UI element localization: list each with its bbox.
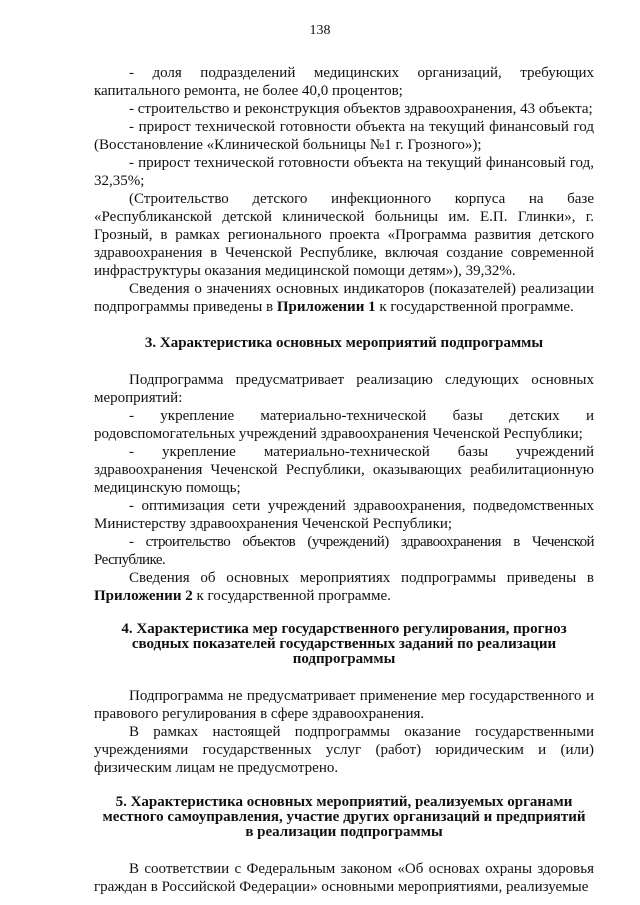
list-item: - прирост технической готовности объекта на текущий финансовый год, 32,35%; <box>94 155 594 189</box>
list-item: - строительство объектов (учреждений) здравоохранения в Чеченской Республике. <box>94 534 594 568</box>
note-text: к государственной программе. <box>192 588 391 604</box>
paragraph: Подпрограмма не предусматривает применение мер государственного и правового регулирования в сфере здравоохранения. <box>94 688 594 722</box>
list-item: - оптимизация сети учреждений здравоохранения, подведомственных Министерству здравоохранения Чеченской Республики; <box>94 498 594 532</box>
list-item: - строительство и реконструкция объектов здравоохранения, 43 объекта; <box>129 101 593 117</box>
list-item: (Строительство детского инфекционного корпуса на базе «Республиканской детской клинической больницы им. Е.П. Глинки», г. Грозный, в рамках регионального проекта «Программа развития детского здравоохранения в Чеченской Республике, включая создание современной инфраструктуры оказания медицинской помощи детям»), 39,32%. <box>94 191 594 279</box>
paragraph: В соответствии с Федеральным законом «Об основах охраны здоровья граждан в Российской Федерации» основными мероприятиями, реализуемые <box>94 861 594 895</box>
note-text: Сведения о значениях основных индикаторов (показателей) реализации подпрограммы приведены в <box>94 281 594 315</box>
note-text: Сведения об основных мероприятиях подпрограммы приведены в <box>129 570 594 586</box>
page-content <box>94 64 594 896</box>
note-text: к государственной программе. <box>375 299 574 315</box>
section-heading: 4. Характеристика мер государственного регулирования, прогноз сводных показателей государственных заданий по реализации подпрограммы <box>121 621 567 667</box>
activities-note <box>94 569 594 605</box>
page-number: 138 <box>309 23 331 38</box>
paragraph: Подпрограмма предусматривает реализацию следующих основных мероприятий: <box>94 372 594 406</box>
appendix-ref: Приложении 2 <box>94 588 193 604</box>
list-item: - укрепление материально-технической базы детских и родовспомогательных учреждений здравоохранения Чеченской Республики; <box>94 408 594 442</box>
appendix-ref: Приложении 1 <box>276 299 376 315</box>
list-item: - укрепление материально-технической базы учреждений здравоохранения Чеченской Республики, оказывающих реабилитационную медицинскую помощь; <box>94 444 594 496</box>
list-item: - прирост технической готовности объекта на текущий финансовый год (Восстановление «Клинической больницы №1 г. Грозного»); <box>94 119 594 153</box>
indicators-note <box>94 280 594 316</box>
paragraph: В рамках настоящей подпрограммы оказание государственными учреждениями государственных услуг (работ) юридическим и (или) физическим лицам не предусмотрено. <box>94 724 594 776</box>
section-heading: 3. Характеристика основных мероприятий подпрограммы <box>144 335 544 351</box>
section-heading: 5. Характеристика основных мероприятий, реализуемых органами местного самоуправления, участие других организаций и предприятий в реализации подпрограммы <box>102 794 586 840</box>
list-item: - доля подразделений медицинских организаций, требующих капитального ремонта, не более 40,0 процентов; <box>94 65 594 99</box>
